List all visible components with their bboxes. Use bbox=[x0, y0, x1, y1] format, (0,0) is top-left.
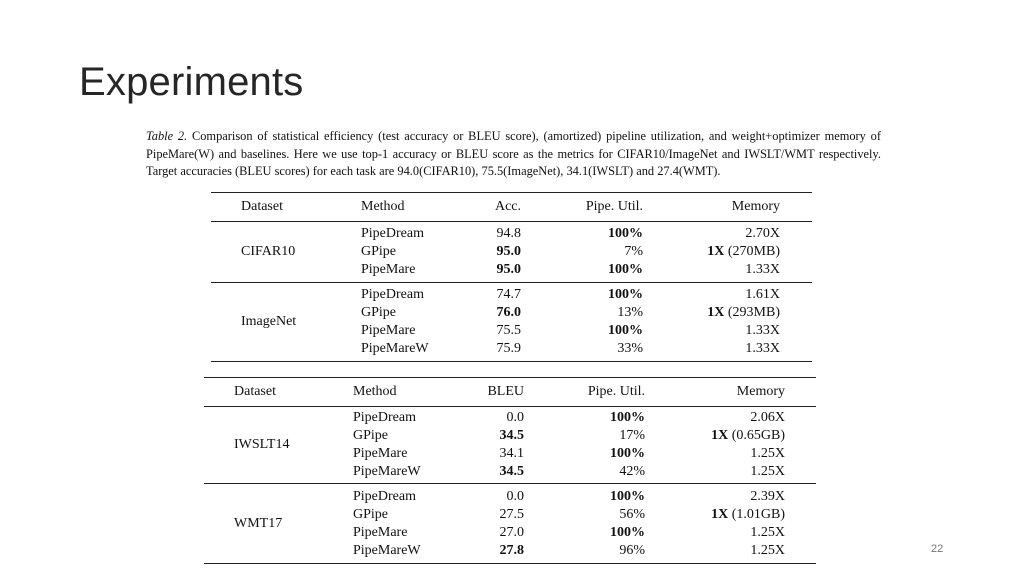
dataset-header: Dataset bbox=[234, 384, 276, 399]
util-cell: 96% bbox=[619, 542, 645, 558]
dataset-group bbox=[204, 485, 816, 562]
table-row bbox=[211, 261, 812, 279]
page-number: 22 bbox=[931, 543, 944, 555]
method-cell: PipeDream bbox=[361, 287, 424, 302]
method-cell: GPipe bbox=[361, 305, 396, 320]
method-cell: PipeMareW bbox=[361, 341, 429, 356]
util-header: Pipe. Util. bbox=[587, 384, 645, 399]
method-header: Method bbox=[361, 199, 405, 214]
memory-cell bbox=[620, 322, 780, 340]
score-cell: 94.8 bbox=[496, 226, 521, 241]
method-cell: PipeMare bbox=[361, 323, 416, 338]
score-cell: 75.9 bbox=[496, 341, 521, 356]
memory-value: (270MB) bbox=[724, 244, 780, 259]
table-caption bbox=[146, 128, 881, 181]
memory-value: 2.70X bbox=[745, 226, 780, 241]
util-cell: 17% bbox=[619, 428, 645, 443]
dataset-name: ImageNet bbox=[241, 314, 297, 329]
memory-value: 1.33X bbox=[745, 262, 780, 277]
memory-cell bbox=[625, 409, 785, 427]
accuracy-table bbox=[211, 192, 812, 362]
util-cell: 100% bbox=[610, 488, 645, 504]
memory-baseline: 1X bbox=[711, 428, 729, 443]
table-header bbox=[204, 377, 816, 407]
slide-title: Experiments bbox=[79, 60, 304, 104]
table-header bbox=[211, 192, 812, 222]
bleu-table bbox=[204, 377, 816, 564]
memory-cell bbox=[620, 340, 780, 358]
memory-cell bbox=[625, 427, 785, 445]
util-cell: 100% bbox=[610, 410, 645, 425]
memory-cell bbox=[620, 286, 780, 304]
table-row bbox=[204, 463, 816, 481]
method-cell: PipeDream bbox=[353, 410, 416, 425]
caption-label: Table 2. bbox=[146, 129, 188, 143]
util-cell: 56% bbox=[619, 506, 645, 522]
method-header: Method bbox=[353, 384, 397, 399]
memory-cell bbox=[625, 506, 785, 524]
method-cell: PipeMareW bbox=[353, 542, 421, 558]
method-cell: PipeMare bbox=[353, 524, 408, 540]
memory-cell bbox=[620, 225, 780, 243]
memory-value: 2.06X bbox=[750, 410, 785, 425]
method-cell: PipeMare bbox=[361, 262, 416, 277]
memory-cell bbox=[625, 488, 785, 506]
table-row bbox=[204, 542, 816, 560]
util-cell: 100% bbox=[608, 226, 643, 241]
util-header: Pipe. Util. bbox=[585, 199, 643, 214]
score-cell: 0.0 bbox=[506, 488, 524, 504]
table-row bbox=[211, 340, 812, 358]
score-header: BLEU bbox=[487, 384, 524, 399]
memory-cell bbox=[620, 304, 780, 322]
table-row bbox=[204, 445, 816, 463]
memory-value: (0.65GB) bbox=[728, 428, 785, 443]
table-row bbox=[204, 427, 816, 445]
memory-value: 1.33X bbox=[745, 341, 780, 356]
table-row bbox=[211, 225, 812, 243]
memory-value: (1.01GB) bbox=[728, 506, 785, 522]
method-cell: PipeDream bbox=[353, 488, 416, 504]
method-cell: PipeMare bbox=[353, 446, 408, 461]
memory-cell bbox=[620, 261, 780, 279]
dataset-name: CIFAR10 bbox=[241, 244, 296, 259]
memory-cell bbox=[625, 445, 785, 463]
table-row bbox=[204, 524, 816, 542]
memory-value: 1.33X bbox=[745, 323, 780, 338]
method-cell: GPipe bbox=[353, 428, 388, 443]
table-row bbox=[211, 286, 812, 304]
memory-header: Memory bbox=[736, 384, 785, 399]
method-cell: PipeMareW bbox=[353, 464, 421, 479]
memory-value: 1.25X bbox=[750, 524, 785, 540]
memory-value: 2.39X bbox=[750, 488, 785, 504]
memory-header: Memory bbox=[731, 199, 780, 214]
table-row bbox=[211, 304, 812, 322]
memory-cell bbox=[625, 542, 785, 560]
util-cell: 100% bbox=[610, 524, 645, 540]
dataset-group bbox=[204, 407, 816, 483]
score-cell: 27.0 bbox=[499, 524, 524, 540]
score-cell: 0.0 bbox=[506, 410, 524, 425]
memory-cell bbox=[620, 243, 780, 261]
memory-value: 1.61X bbox=[745, 287, 780, 302]
memory-baseline: 1X bbox=[711, 506, 729, 522]
group-separator bbox=[211, 282, 812, 283]
util-cell: 42% bbox=[619, 464, 645, 479]
table-row bbox=[211, 322, 812, 340]
score-header: Acc. bbox=[494, 199, 521, 214]
dataset-header: Dataset bbox=[241, 199, 283, 214]
table-bottom-rule bbox=[211, 361, 812, 362]
score-cell: 34.5 bbox=[499, 428, 524, 443]
dataset-name: IWSLT14 bbox=[234, 437, 290, 452]
dataset-group bbox=[211, 284, 812, 360]
score-cell: 95.0 bbox=[496, 262, 521, 277]
score-cell: 27.8 bbox=[499, 542, 524, 558]
memory-value: 1.25X bbox=[750, 542, 785, 558]
score-cell: 34.1 bbox=[499, 446, 524, 461]
method-cell: GPipe bbox=[361, 244, 396, 259]
util-cell: 100% bbox=[610, 446, 645, 461]
util-cell: 100% bbox=[608, 287, 643, 302]
dataset-name: WMT17 bbox=[234, 515, 283, 531]
score-cell: 27.5 bbox=[499, 506, 524, 522]
table-row bbox=[211, 243, 812, 261]
util-cell: 7% bbox=[624, 244, 643, 259]
memory-cell bbox=[625, 463, 785, 481]
memory-baseline: 1X bbox=[707, 305, 725, 320]
method-cell: PipeDream bbox=[361, 226, 424, 241]
table-row bbox=[204, 409, 816, 427]
score-cell: 34.5 bbox=[499, 464, 524, 479]
memory-baseline: 1X bbox=[707, 244, 725, 259]
score-cell: 74.7 bbox=[496, 287, 521, 302]
memory-value: 1.25X bbox=[750, 464, 785, 479]
method-cell: GPipe bbox=[353, 506, 388, 522]
memory-value: (293MB) bbox=[724, 305, 780, 320]
score-cell: 75.5 bbox=[496, 323, 521, 338]
table-row bbox=[204, 506, 816, 524]
table-bottom-rule bbox=[204, 563, 816, 564]
memory-value: 1.25X bbox=[750, 446, 785, 461]
score-cell: 76.0 bbox=[496, 305, 521, 320]
util-cell: 13% bbox=[617, 305, 643, 320]
score-cell: 95.0 bbox=[496, 244, 521, 259]
util-cell: 33% bbox=[617, 341, 643, 356]
caption-text: Comparison of statistical efficiency (test accuracy or BLEU score), (amortized) pipeline utilization, and weight+optimizer memory of PipeMare(W) and baselines. Here we use top-1 accuracy or BLEU score as the metrics for CIFAR10/ImageNet and IWSLT/WMT respectively. Target accuracies (BLEU scores) for each task are 94.0(CIFAR10), 75.5(ImageNet), 34.1(IWSLT) and 27.4(WMT). bbox=[146, 129, 881, 179]
memory-cell bbox=[625, 524, 785, 542]
group-separator bbox=[204, 483, 816, 484]
util-cell: 100% bbox=[608, 262, 643, 277]
util-cell: 100% bbox=[608, 323, 643, 338]
table-row bbox=[204, 488, 816, 506]
dataset-group bbox=[211, 222, 812, 282]
